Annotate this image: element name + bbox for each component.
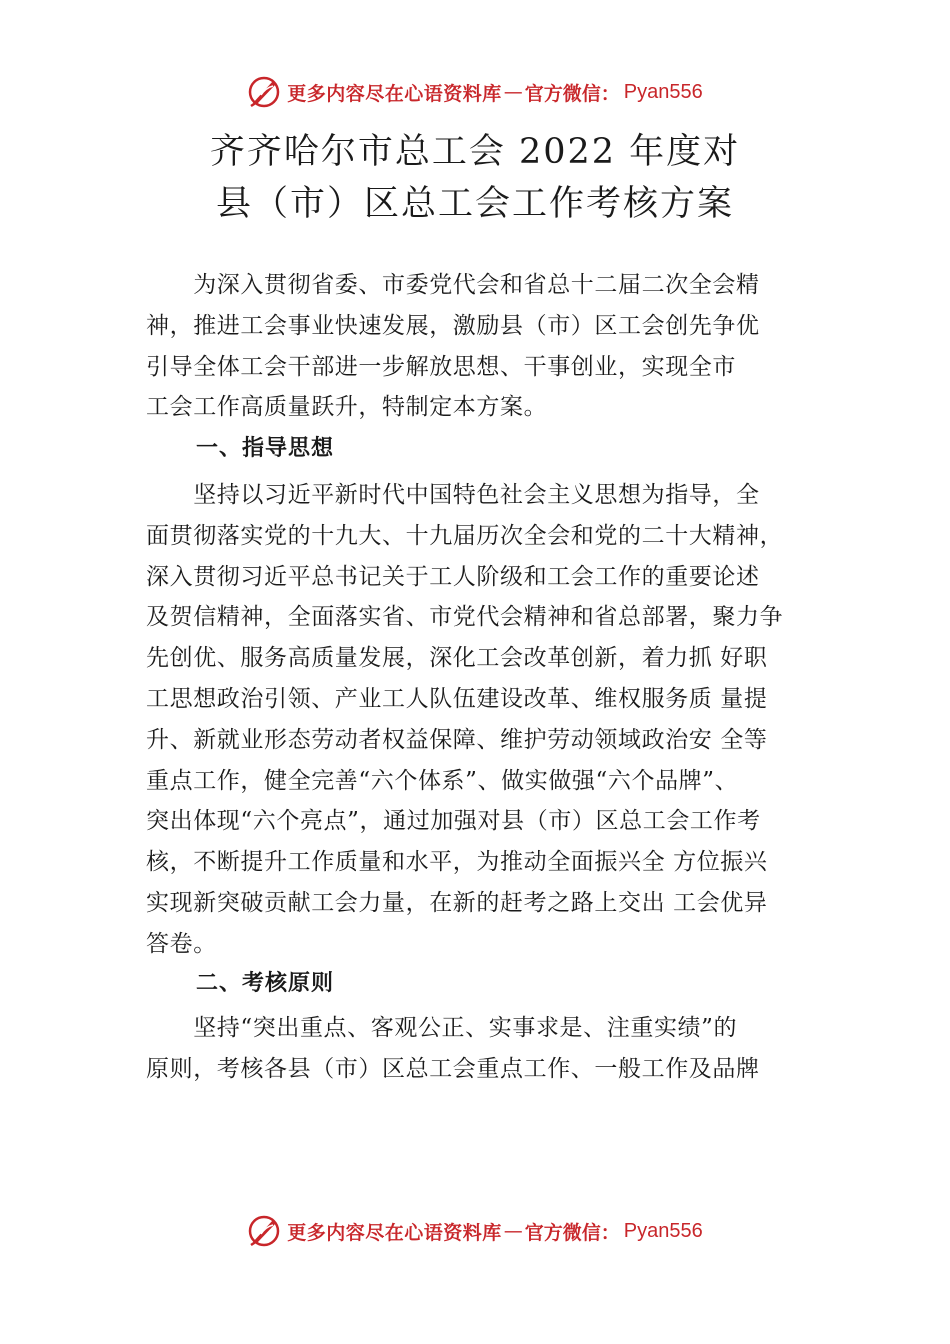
paragraph-line: 原则，考核各县（市）区总工会重点工作、一般工作及品牌 — [146, 1055, 760, 1082]
paragraph-line: 突出体现“六个亮点”，通过加强对县（市）区总工会工作考 — [146, 808, 761, 835]
document-title-line2: 县（市）区总工会工作考核方案 — [215, 184, 734, 224]
header-watermark — [0, 72, 950, 112]
document-title-line1: 齐齐哈尔市总工会 2022 年度对 — [209, 132, 741, 172]
paragraph-line: 神，推进工会事业快速发展，激励县（市）区工会创先争优 — [146, 312, 760, 339]
paragraph-line: 坚持“突出重点、客观公正、实事求是、注重实绩”的 — [146, 1015, 738, 1041]
paragraph-line: 实现新突破贡献工会力量，在新的赶考之路上交出 工会优异 — [146, 889, 768, 916]
watermark-wechat-id: Pyan556 — [623, 80, 703, 103]
paragraph-line: 重点工作，健全完善“六个体系”、做实做强“六个品牌”、 — [146, 767, 739, 794]
watermark-separator: — — [503, 81, 523, 103]
section2-paragraph — [146, 1008, 846, 1090]
paragraph-line: 坚持以习近平新时代中国特色社会主义思想为指导，全 — [146, 482, 760, 508]
watermark-separator: — — [503, 1220, 523, 1242]
quill-logo-icon — [247, 1214, 281, 1248]
paragraph-line: 升、新就业形态劳动者权益保障、维护劳动领域政治安 全等 — [146, 726, 768, 753]
quill-logo-icon — [247, 75, 281, 109]
paragraph-line: 为深入贯彻省委、市委党代会和省总十二届二次全会精 — [146, 272, 760, 298]
watermark-wechat-id: Pyan556 — [623, 1219, 703, 1242]
paragraph-line: 及贺信精神，全面落实省、市党代会精神和省总部署，聚力争 — [146, 604, 784, 631]
section1-paragraph — [146, 475, 846, 965]
section2-heading: 二、考核原则 — [196, 971, 335, 996]
paragraph-line: 核，不断提升工作质量和水平，为推动全面振兴全 方位振兴 — [146, 849, 768, 876]
paragraph-line: 引导全体工会干部进一步解放思想、干事创业，实现全市 — [146, 353, 736, 380]
intro-paragraph — [146, 265, 846, 428]
paragraph-line: 答卷。 — [146, 930, 217, 957]
section1-heading: 一、指导思想 — [196, 436, 335, 461]
paragraph-line: 先创优、服务高质量发展，深化工会改革创新，着力抓 好职 — [146, 645, 768, 672]
paragraph-line: 工思想政治引领、产业工人队伍建设改革、维权服务质 量提 — [146, 685, 768, 712]
watermark-brand-text: 更多内容尽在心语资料库 — [287, 82, 502, 105]
paragraph-line: 深入贯彻习近平总书记关于工人阶级和工会工作的重要论述 — [146, 563, 760, 590]
watermark-brand-text: 更多内容尽在心语资料库 — [287, 1221, 502, 1244]
footer-watermark — [0, 1211, 950, 1251]
watermark-wechat-label: 官方微信： — [524, 1221, 620, 1244]
watermark-wechat-label: 官方微信： — [524, 82, 620, 105]
paragraph-line: 工会工作高质量跃升，特制定本方案。 — [146, 394, 548, 421]
paragraph-line: 面贯彻落实党的十九大、十九届历次全会和党的二十大精神， — [146, 522, 784, 549]
